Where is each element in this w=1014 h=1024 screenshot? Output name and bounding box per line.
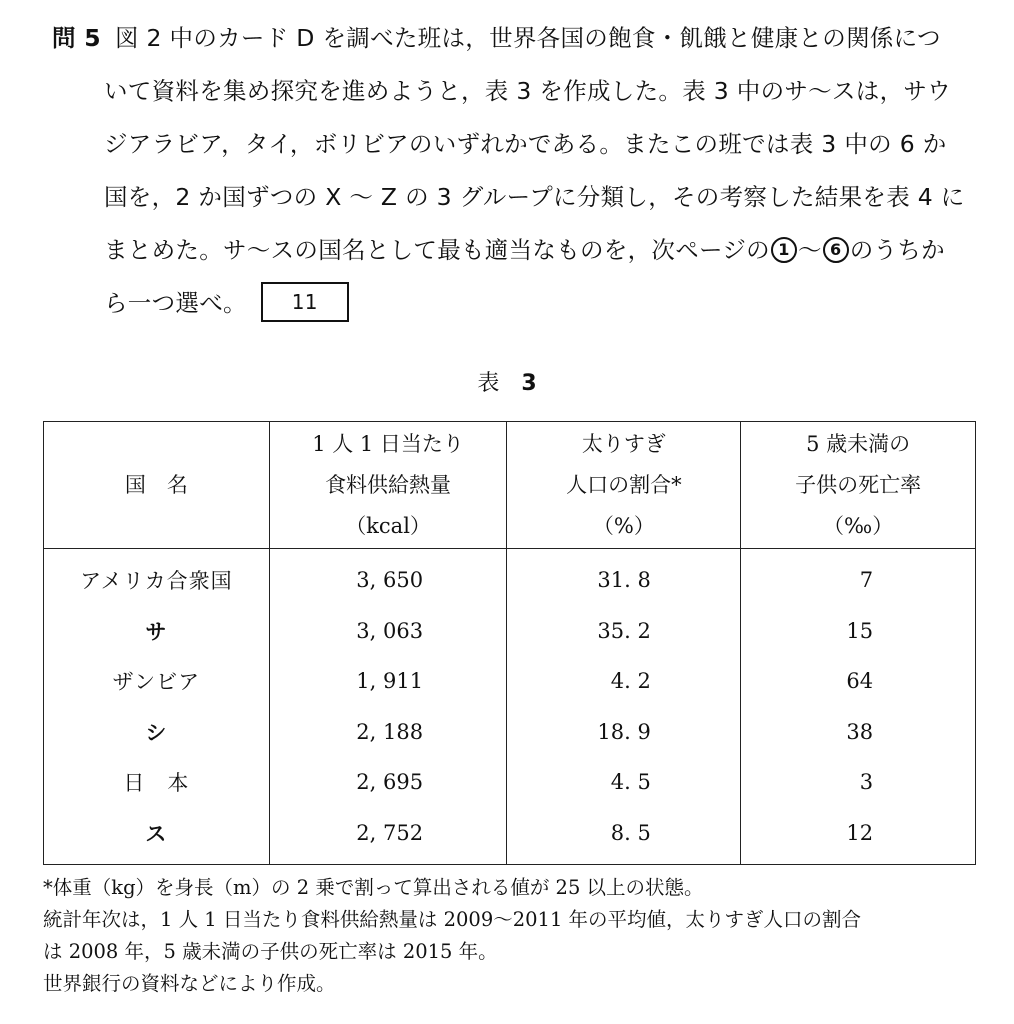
question-block: [52, 12, 992, 330]
question-text-line-6: ら一つ選べ。: [104, 289, 247, 317]
table-row: [44, 656, 976, 707]
kcal-value: 2, 188: [269, 707, 507, 758]
table-header-row: [44, 422, 976, 549]
table-row: [44, 606, 976, 657]
mortality-value: 15: [741, 606, 976, 657]
obesity-value: 18. 9: [507, 707, 741, 758]
table-row: [44, 549, 976, 606]
question-text-line-5-tail: のうちか: [849, 236, 945, 264]
kcal-value: 1, 911: [269, 656, 507, 707]
country-name: シ: [44, 707, 270, 758]
country-name: サ: [44, 606, 270, 657]
statistics-table: [43, 421, 976, 865]
obesity-value: 4. 5: [507, 757, 741, 808]
question-text-line-5: まとめた。サ～スの国名として最も適当なものを，次ページの: [104, 236, 770, 264]
table-row: [44, 757, 976, 808]
question-line-3: ジアラビア，タイ，ボリビアのいずれかである。またこの班では表 3 中の 6 か: [104, 130, 947, 158]
kcal-value: 3, 063: [269, 606, 507, 657]
mortality-value: 3: [741, 757, 976, 808]
table-title: [0, 366, 1014, 397]
table-title-number: 3: [521, 371, 537, 396]
question-line-5: まとめた。サ～スの国名として最も適当なものを，次ページの 1 ～ 6 のうちか: [104, 236, 945, 264]
country-name: ス: [44, 808, 270, 865]
question-line-2: いて資料を集め探究を進めようと，表 3 を作成した。表 3 中のサ～スは，サウ: [104, 77, 951, 105]
header-mortality: 5 歳未満の 子供の死亡率 （‰）: [741, 422, 976, 549]
question-line-4: 国を，2 か国ずつの X ～ Z の 3 グループに分類し，その考察した結果を表 4 に: [104, 183, 965, 211]
header-obesity: 太りすぎ 人口の割合* （%）: [507, 422, 741, 549]
mortality-value: 64: [741, 656, 976, 707]
obesity-value: 35. 2: [507, 606, 741, 657]
answer-number-box: 11: [261, 282, 349, 322]
kcal-value: 2, 752: [269, 808, 507, 865]
country-name: ザンビア: [44, 656, 270, 707]
choice-start-circled: 1: [771, 237, 797, 263]
question-line-6: [52, 277, 992, 330]
obesity-value: 4. 2: [507, 656, 741, 707]
table-notes: [43, 872, 1003, 1000]
question-number: 問 5: [52, 24, 101, 52]
question-text-line-1: 図 2 中のカード D を調べた班は，世界各国の飽食・飢餓 と健康との関係につ: [115, 24, 941, 52]
obesity-value: 31. 8: [507, 549, 741, 606]
mortality-value: 12: [741, 808, 976, 865]
header-kcal: 1 人 1 日当たり 食料供給熱量 （kcal）: [269, 422, 507, 549]
note-line: *体重（kg）を身長（m）の 2 乗で割って算出される値が 25 以上の状態。: [43, 876, 704, 899]
table-title-label: 表: [477, 371, 500, 396]
mortality-value: 7: [741, 549, 976, 606]
kcal-value: 3, 650: [269, 549, 507, 606]
kcal-value: 2, 695: [269, 757, 507, 808]
note-line: 統計年次は，1 人 1 日当たり食料供給熱量は 2009～2011 年の平均値，太りすぎ人口の割合: [43, 908, 862, 931]
table-row: [44, 707, 976, 758]
note-line: 世界銀行の資料などにより作成。: [43, 972, 336, 995]
country-name: 日 本: [44, 757, 270, 808]
question-line-1: [52, 12, 992, 65]
mortality-value: 38: [741, 707, 976, 758]
ruby-word: 飢餓: [679, 24, 728, 52]
header-country: 国 名: [44, 422, 270, 549]
choice-end-circled: 6: [823, 237, 849, 263]
note-line: は 2008 年，5 歳未満の子供の死亡率は 2015 年。: [43, 940, 498, 963]
obesity-value: 8. 5: [507, 808, 741, 865]
country-name: アメリカ合衆国: [44, 549, 270, 606]
table-row: [44, 808, 976, 865]
